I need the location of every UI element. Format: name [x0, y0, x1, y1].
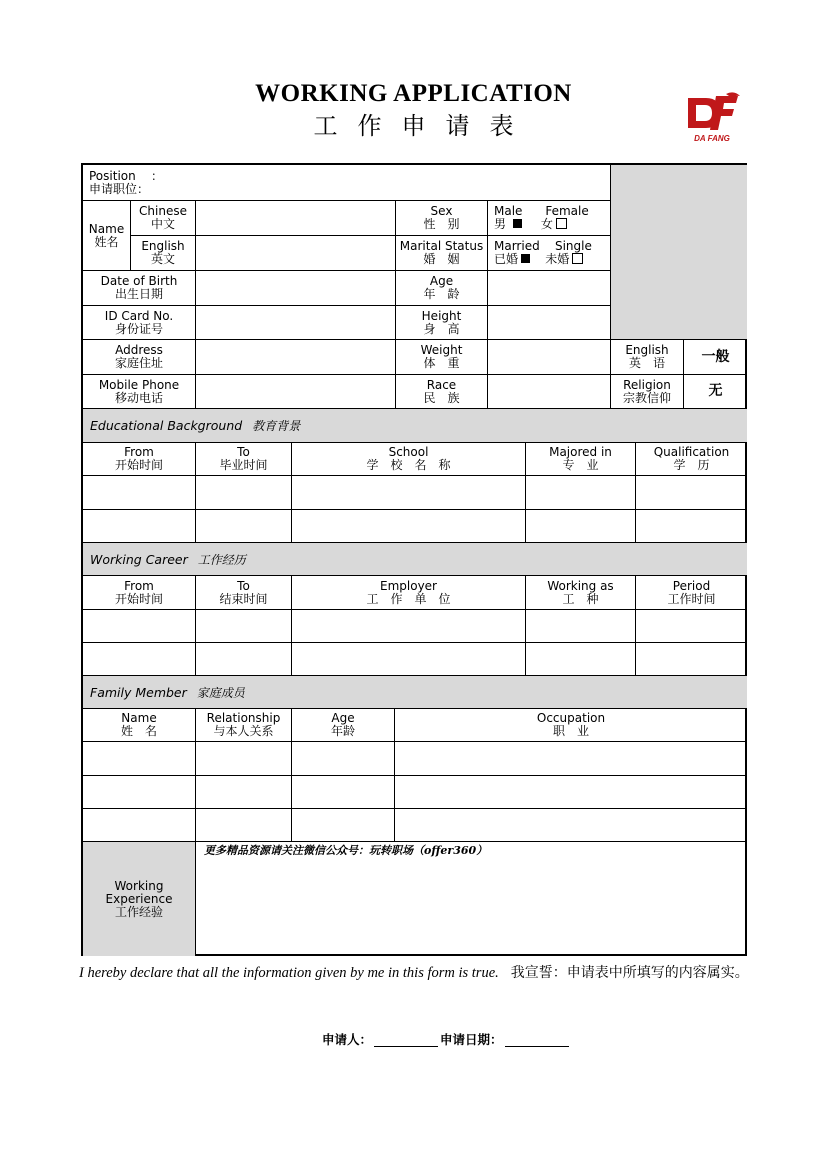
career-col-period: Period 工作时间: [636, 576, 747, 610]
sex-label: Sex 性 别: [396, 201, 488, 236]
address-input[interactable]: [196, 340, 396, 375]
id-input[interactable]: [196, 306, 396, 340]
edu-row-1-to[interactable]: [196, 476, 292, 510]
english-name-input[interactable]: [196, 236, 396, 271]
career-row-1-from[interactable]: [83, 610, 196, 643]
career-row-2-to[interactable]: [196, 643, 292, 676]
family-row-1-occupation[interactable]: [395, 742, 747, 776]
experience-input[interactable]: [196, 842, 747, 956]
family-col-relationship: Relationship 与本人关系: [196, 709, 292, 742]
position-label-en: Position: [89, 168, 136, 183]
career-col-employer: Employer 工 作 单 位: [292, 576, 526, 610]
position-field[interactable]: [83, 165, 611, 201]
chinese-name-label: Chinese 中文: [131, 201, 196, 236]
career-col-working-as: Working as 工 种: [526, 576, 636, 610]
family-row-2-name[interactable]: [83, 776, 196, 809]
date-label: 申请日期：: [440, 1032, 503, 1047]
edu-col-to: To 毕业时间: [196, 443, 292, 476]
position-colon: ：: [151, 168, 164, 183]
age-label: Age 年 龄: [396, 271, 488, 306]
english-level-input[interactable]: 一般: [684, 340, 747, 375]
age-input[interactable]: [488, 271, 611, 306]
edu-row-2-school[interactable]: [292, 510, 526, 543]
title-english: WORKING APPLICATION: [255, 80, 572, 107]
career-row-1-period[interactable]: [636, 610, 747, 643]
weight-label: Weight 体 重: [396, 340, 488, 375]
career-row-2-working-as[interactable]: [526, 643, 636, 676]
family-row-3-age[interactable]: [292, 809, 395, 842]
married-option[interactable]: 已婚: [494, 252, 530, 266]
religion-label: Religion 宗教信仰: [611, 375, 684, 409]
edu-row-1-qualification[interactable]: [636, 476, 747, 510]
id-label: ID Card No. 身份证号: [83, 306, 196, 340]
signature-row: [322, 1030, 571, 1048]
logo-mark-icon: [680, 90, 744, 136]
english-level-label: English 英 语: [611, 340, 684, 375]
weight-input[interactable]: [488, 340, 611, 375]
family-row-2-occupation[interactable]: [395, 776, 747, 809]
dafang-logo: [680, 90, 744, 152]
english-name-label: English 英文: [131, 236, 196, 271]
career-col-to: To 结束时间: [196, 576, 292, 610]
address-label: Address 家庭住址: [83, 340, 196, 375]
edu-row-1-school[interactable]: [292, 476, 526, 510]
experience-label: Working Experience 工作经验: [83, 842, 196, 956]
dob-input[interactable]: [196, 271, 396, 306]
career-row-2-from[interactable]: [83, 643, 196, 676]
career-section-header: Working Career 工作经历: [83, 543, 747, 576]
mobile-input[interactable]: [196, 375, 396, 409]
female-checkbox[interactable]: [556, 218, 567, 229]
edu-row-1-major[interactable]: [526, 476, 636, 510]
edu-col-major: Majored in 专 业: [526, 443, 636, 476]
edu-row-2-from[interactable]: [83, 510, 196, 543]
chinese-name-input[interactable]: [196, 201, 396, 236]
married-checkbox[interactable]: [521, 254, 530, 263]
dob-label: Date of Birth 出生日期: [83, 271, 196, 306]
family-col-age: Age 年龄: [292, 709, 395, 742]
single-option[interactable]: 未婚: [545, 252, 583, 266]
edu-col-school: School 学 校 名 称: [292, 443, 526, 476]
promo-note: 更多精品资源请关注微信公众号：玩转职场（offer360）: [204, 844, 488, 857]
family-row-2-relationship[interactable]: [196, 776, 292, 809]
family-row-1-age[interactable]: [292, 742, 395, 776]
edu-row-2-to[interactable]: [196, 510, 292, 543]
marital-options: Married Single 已婚 未婚: [488, 236, 611, 271]
mobile-label: Mobile Phone 移动电话: [83, 375, 196, 409]
position-label-zh: 申请职位：: [89, 181, 150, 196]
family-section-header: Family Member 家庭成员: [83, 676, 747, 709]
applicant-signature-line[interactable]: [374, 1037, 438, 1047]
religion-input[interactable]: 无: [684, 375, 747, 409]
single-checkbox[interactable]: [572, 253, 583, 264]
photo-area[interactable]: [611, 165, 747, 340]
height-label: Height 身 高: [396, 306, 488, 340]
applicant-label: 申请人：: [322, 1032, 373, 1047]
career-row-1-employer[interactable]: [292, 610, 526, 643]
family-row-3-relationship[interactable]: [196, 809, 292, 842]
career-row-2-period[interactable]: [636, 643, 747, 676]
edu-row-1-from[interactable]: [83, 476, 196, 510]
edu-row-2-qualification[interactable]: [636, 510, 747, 543]
height-input[interactable]: [488, 306, 611, 340]
logo-text: DA FANG: [694, 134, 730, 143]
family-row-2-age[interactable]: [292, 776, 395, 809]
edu-col-from: From 开始时间: [83, 443, 196, 476]
date-signature-line[interactable]: [505, 1037, 569, 1047]
name-label: Name 姓名: [83, 201, 131, 271]
title-chinese: 工作申请表: [313, 112, 534, 140]
race-label: Race 民 族: [396, 375, 488, 409]
race-input[interactable]: [488, 375, 611, 409]
application-form: [81, 163, 747, 956]
female-option[interactable]: 女: [541, 217, 567, 231]
declaration: [79, 962, 749, 982]
career-row-2-employer[interactable]: [292, 643, 526, 676]
career-row-1-working-as[interactable]: [526, 610, 636, 643]
career-row-1-to[interactable]: [196, 610, 292, 643]
male-option[interactable]: 男: [494, 217, 522, 231]
declaration-zh: 我宣誓：申请表中所填写的内容属实。: [510, 965, 749, 981]
family-row-1-name[interactable]: [83, 742, 196, 776]
family-row-3-name[interactable]: [83, 809, 196, 842]
sex-options: Male Female 男 女: [488, 201, 611, 236]
edu-col-qualification: Qualification 学 历: [636, 443, 747, 476]
education-section-header: Educational Background 教育背景: [83, 409, 747, 443]
family-col-name: Name 姓 名: [83, 709, 196, 742]
edu-row-2-major[interactable]: [526, 510, 636, 543]
career-col-from: From 开始时间: [83, 576, 196, 610]
family-row-1-relationship[interactable]: [196, 742, 292, 776]
marital-label: Marital Status 婚 姻: [396, 236, 488, 271]
declaration-en: I hereby declare that all the information given by me in this form is true.: [79, 965, 499, 981]
male-checkbox[interactable]: [513, 219, 522, 228]
family-col-occupation: Occupation 职 业: [395, 709, 747, 742]
family-row-3-occupation[interactable]: [395, 809, 747, 842]
